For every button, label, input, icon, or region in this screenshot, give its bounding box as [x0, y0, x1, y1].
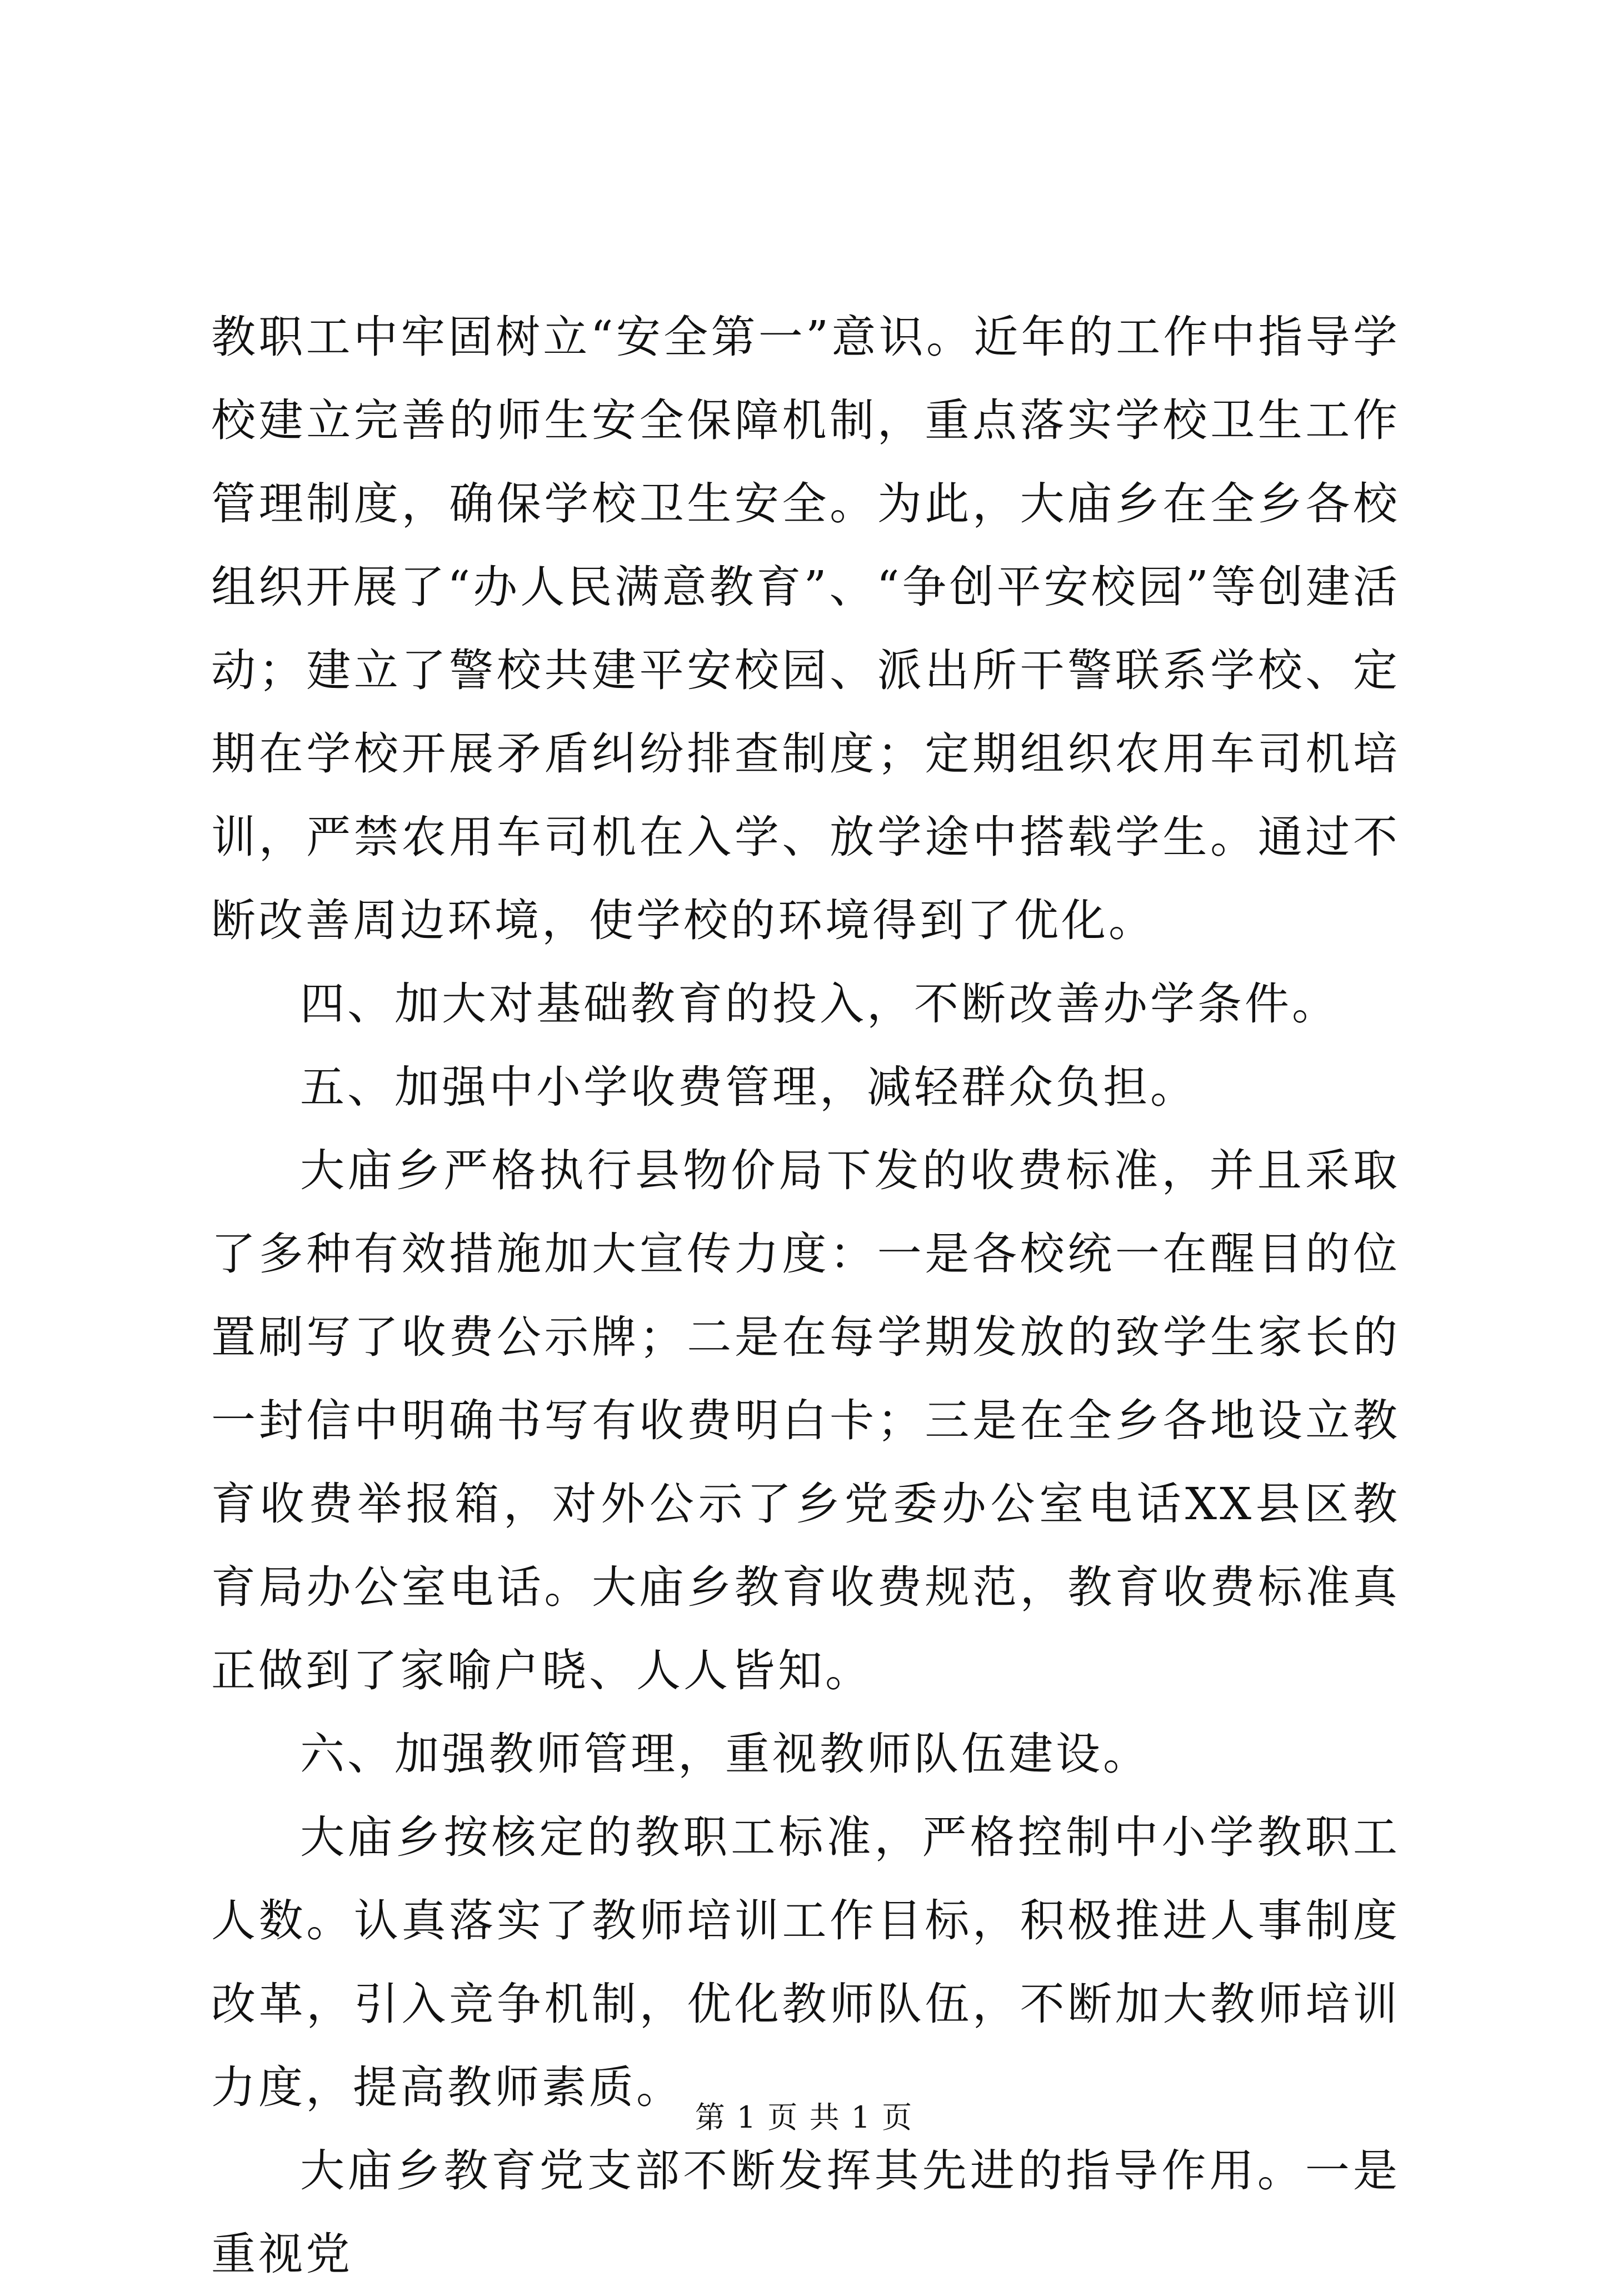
- page-footer: 第 1 页 共 1 页: [695, 2100, 913, 2135]
- paragraph-1: 教职工中牢固树立“安全第一”意识。近年的工作中指导学校建立完善的师生安全保障机制，重点落实学校卫生工作管理制度，确保学校卫生安全。为此，大庙乡在全乡各校组织开展了“办人民满意教育”、“争创平安校园”等创建活动；建立了警校共建平安校园、派出所干警联系学校、定期在学校开展矛盾纠纷排查制度；定期组织农用车司机培训，严禁农用车司机在入学、放学途中搭载学生。通过不断改善周边环境，使学校的环境得到了优化。: [211, 311, 1400, 946]
- paragraph-3: 五、加强中小学收费管理，减轻群众负担。: [300, 1061, 1197, 1113]
- paragraph-7: 大庙乡教育党支部不断发挥其先进的指导作用。一是重视党: [211, 2145, 1400, 2280]
- paragraph-2: 四、加大对基础教育的投入，不断改善办学条件。: [300, 978, 1339, 1030]
- paragraph-6: 大庙乡按核定的教职工标准，严格控制中小学教职工人数。认真落实了教师培训工作目标，积极推进人事制度改革，引入竞争机制，优化教师队伍，不断加大教师培训力度，提高教师素质。: [211, 1811, 1400, 2113]
- paragraph-5: 六、加强教师管理，重视教师队伍建设。: [300, 1728, 1150, 1780]
- paragraph-4: 大庙乡严格执行县物价局下发的收费标准，并且采取了多种有效措施加大宣传力度：一是各校统一在醒目的位置刷写了收费公示牌；二是在每学期发放的致学生家长的一封信中明确书写有收费明白卡；三是在全乡各地设立教育收费举报箱，对外公示了乡党委办公室电话XX县区教育局办公室电话。大庙乡教育收费规范，教育收费标准真正做到了家喻户晓、人人皆知。: [211, 1145, 1400, 1696]
- body-text: [211, 296, 1400, 2296]
